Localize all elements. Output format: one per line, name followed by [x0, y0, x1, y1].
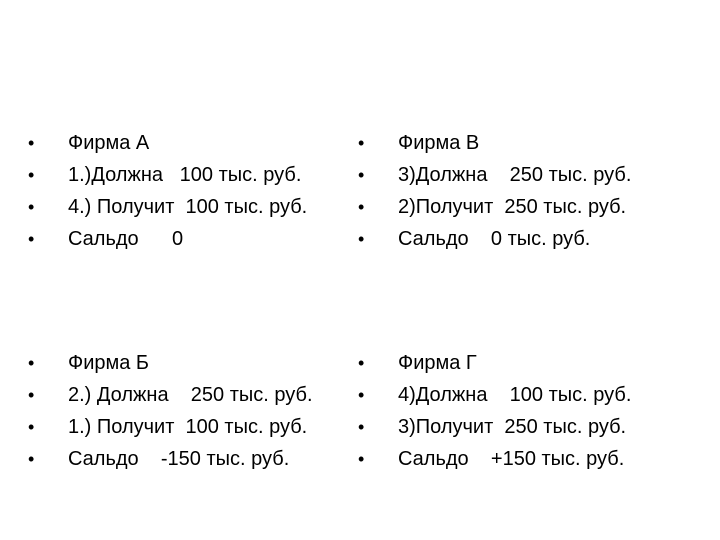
- firm-g-owes: 4)Должна 100 тыс. руб.: [398, 384, 632, 406]
- firm-b-owes: 2.) Должна 250 тыс. руб.: [68, 384, 313, 406]
- firm-v-receives: 2)Получит 250 тыс. руб.: [398, 196, 627, 218]
- bullet-icon: •: [358, 229, 365, 249]
- firm-a-owes: 1.)Должна 100 тыс. руб.: [68, 164, 302, 186]
- firm-g-block: [356, 347, 676, 475]
- firm-g-list: [356, 347, 676, 475]
- list-item: [26, 191, 346, 223]
- bullet-icon: •: [358, 197, 365, 217]
- list-item: [26, 443, 346, 475]
- bullet-icon: •: [358, 133, 365, 153]
- bullet-icon: •: [358, 449, 365, 469]
- firm-v-block: [356, 127, 676, 255]
- bullet-icon: •: [28, 417, 35, 437]
- firm-a-block: [26, 127, 346, 255]
- list-item: [356, 379, 676, 411]
- firm-b-block: [26, 347, 346, 475]
- firm-b-list: [26, 347, 346, 475]
- list-item: [26, 347, 346, 379]
- firm-v-owes: 3)Должна 250 тыс. руб.: [398, 164, 632, 186]
- bullet-icon: •: [28, 197, 35, 217]
- list-item: [356, 443, 676, 475]
- firm-b-balance: Сальдо -150 тыс. руб.: [68, 448, 290, 470]
- bullet-icon: •: [28, 229, 35, 249]
- firm-g-receives: 3)Получит 250 тыс. руб.: [398, 416, 627, 438]
- firm-b-receives: 1.) Получит 100 тыс. руб.: [68, 416, 308, 438]
- firm-g-balance: Сальдо +150 тыс. руб.: [398, 448, 625, 470]
- bullet-icon: •: [358, 417, 365, 437]
- list-item: [356, 347, 676, 379]
- list-item: [26, 223, 346, 255]
- list-item: [26, 159, 346, 191]
- firm-v-title: Фирма В: [398, 132, 480, 154]
- firm-a-balance: Сальдо 0: [68, 228, 184, 250]
- bullet-icon: •: [358, 353, 365, 373]
- list-item: [26, 127, 346, 159]
- bullet-icon: •: [28, 385, 35, 405]
- bullet-icon: •: [358, 165, 365, 185]
- bullet-icon: •: [28, 353, 35, 373]
- firm-v-balance: Сальдо 0 тыс. руб.: [398, 228, 591, 250]
- list-item: [356, 223, 676, 255]
- firm-a-title: Фирма А: [68, 132, 150, 154]
- list-item: [356, 411, 676, 443]
- firm-a-list: [26, 127, 346, 255]
- list-item: [356, 159, 676, 191]
- firm-g-title: Фирма Г: [398, 352, 477, 374]
- firm-b-title: Фирма Б: [68, 352, 150, 374]
- firm-v-list: [356, 127, 676, 255]
- bullet-icon: •: [28, 133, 35, 153]
- list-item: [356, 191, 676, 223]
- list-item: [26, 379, 346, 411]
- bullet-icon: •: [28, 165, 35, 185]
- bullet-icon: •: [358, 385, 365, 405]
- list-item: [26, 411, 346, 443]
- list-item: [356, 127, 676, 159]
- firm-a-receives: 4.) Получит 100 тыс. руб.: [68, 196, 308, 218]
- bullet-icon: •: [28, 449, 35, 469]
